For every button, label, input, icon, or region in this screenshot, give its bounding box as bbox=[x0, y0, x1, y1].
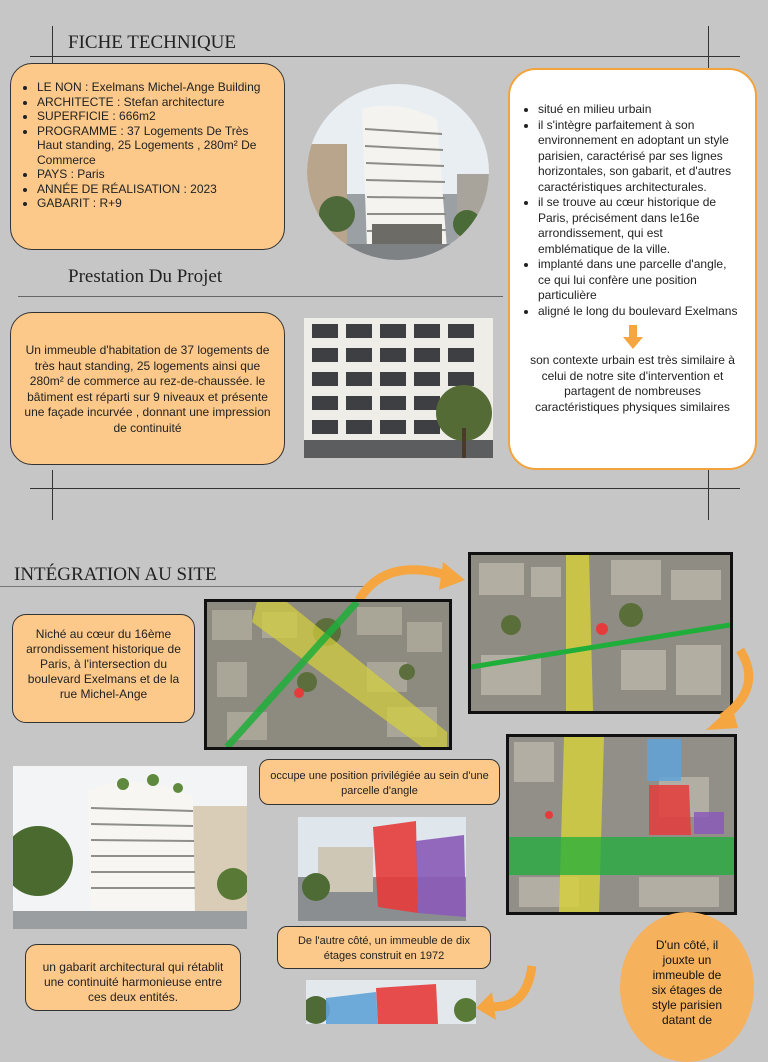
context-conclusion: son contexte urbain est très similaire à celui de notre site d'intervention et partagent de nombreuses caractéristiques physiques similaires bbox=[530, 353, 735, 414]
fiche-technique-heading: FICHE TECHNIQUE bbox=[68, 32, 237, 53]
tech-sheet-list bbox=[23, 80, 272, 211]
context-list bbox=[524, 102, 741, 319]
prestation-line bbox=[18, 296, 503, 297]
separator-line-bottom bbox=[30, 488, 740, 489]
facade-photo bbox=[304, 318, 493, 458]
tech-item-name: • LE NON : Exelmans Michel-Ange Building bbox=[37, 80, 272, 95]
header-line-top bbox=[30, 56, 740, 57]
autre-cote-box bbox=[277, 926, 491, 969]
gabarit-box bbox=[25, 944, 241, 1011]
aerial-map-photo-2 bbox=[468, 552, 733, 714]
bottom-buildings-photo bbox=[306, 980, 476, 1024]
tech-item-program: • PROGRAMME : 37 Logements De Très Haut standing, 25 Logements , 280m² De Commerce bbox=[37, 124, 272, 168]
highlighted-buildings-photo bbox=[298, 817, 466, 921]
context-item-historic: • il se trouve au cœur historique de Paris, précisément dans le16e arrondissement, qui est emblématique de la ville. bbox=[538, 195, 741, 257]
vertical-line-left-top bbox=[52, 26, 53, 66]
context-item-style: • il s'intègre parfaitement à son environnement en adoptant un style parisien, caractérisé par ses lignes horizontales, son gabarit, et d'autres caractéristiques architecturales. bbox=[538, 118, 741, 196]
context-item-urban: • situé en milieu urbain bbox=[538, 102, 741, 118]
context-item-boulevard: • aligné le long du boulevard Exelmans bbox=[538, 304, 741, 320]
vertical-line-right-top bbox=[708, 26, 709, 68]
curved-arrow-icon-bottom bbox=[476, 962, 536, 1024]
tech-item-area: • SUPERFICIE : 666m2 bbox=[37, 109, 272, 124]
tech-item-country: • PAYS : Paris bbox=[37, 167, 272, 182]
down-arrow-icon bbox=[623, 325, 643, 349]
tech-sheet-box bbox=[10, 63, 285, 250]
un-cote-circle bbox=[620, 912, 754, 1062]
context-item-corner: • implanté dans une parcelle d'angle, ce qui lui confère une position particulière bbox=[538, 257, 741, 304]
niche-box bbox=[12, 614, 195, 723]
niche-text: Niché au cœur du 16ème arrondissement historique de Paris, à l'intersection du boulevard Exelmans et de la rue Michel-Ange bbox=[26, 627, 181, 701]
un-cote-text: D'un côté, il jouxte un immeuble de six étages de style parisien datant de bbox=[651, 938, 723, 1027]
integration-heading: INTÉGRATION AU SITE bbox=[14, 564, 217, 585]
position-text: occupe une position privilégiée au sein d'une parcelle d'angle bbox=[270, 770, 489, 797]
aerial-map-photo-1 bbox=[204, 599, 452, 750]
tech-item-architect: • ARCHITECTE : Stefan architecture bbox=[37, 95, 272, 110]
prestation-heading: Prestation Du Projet bbox=[68, 266, 223, 287]
tech-item-year: • ANNÉE DE RÉALISATION : 2023 bbox=[37, 182, 272, 197]
vertical-line-right-bottom bbox=[708, 470, 709, 520]
context-box bbox=[508, 68, 757, 470]
position-box bbox=[259, 759, 500, 805]
gabarit-text: un gabarit architectural qui rétablit une continuité harmonieuse entre ces deux entités. bbox=[42, 960, 224, 1004]
tech-item-gabarit: • GABARIT : R+9 bbox=[37, 196, 272, 211]
autre-cote-text: De l'autre côté, un immeuble de dix étages construit en 1972 bbox=[297, 935, 471, 962]
aerial-map-photo-3 bbox=[506, 734, 737, 915]
curved-arrow-icon-right bbox=[702, 648, 762, 734]
vertical-line-left-bottom bbox=[52, 470, 53, 520]
prestation-box bbox=[10, 312, 285, 465]
building-oval-photo bbox=[307, 84, 489, 260]
prestation-text: Un immeuble d'habitation de 37 logements de très haut standing, 25 logements ainsi que 280m² de commerce au rez-de-chaussée. le bâtiment est réparti sur 9 niveaux et présente une façade incurvée , donnant une impression de continuité bbox=[24, 343, 271, 435]
integration-line bbox=[0, 586, 365, 587]
building-rendering-photo bbox=[13, 766, 247, 929]
